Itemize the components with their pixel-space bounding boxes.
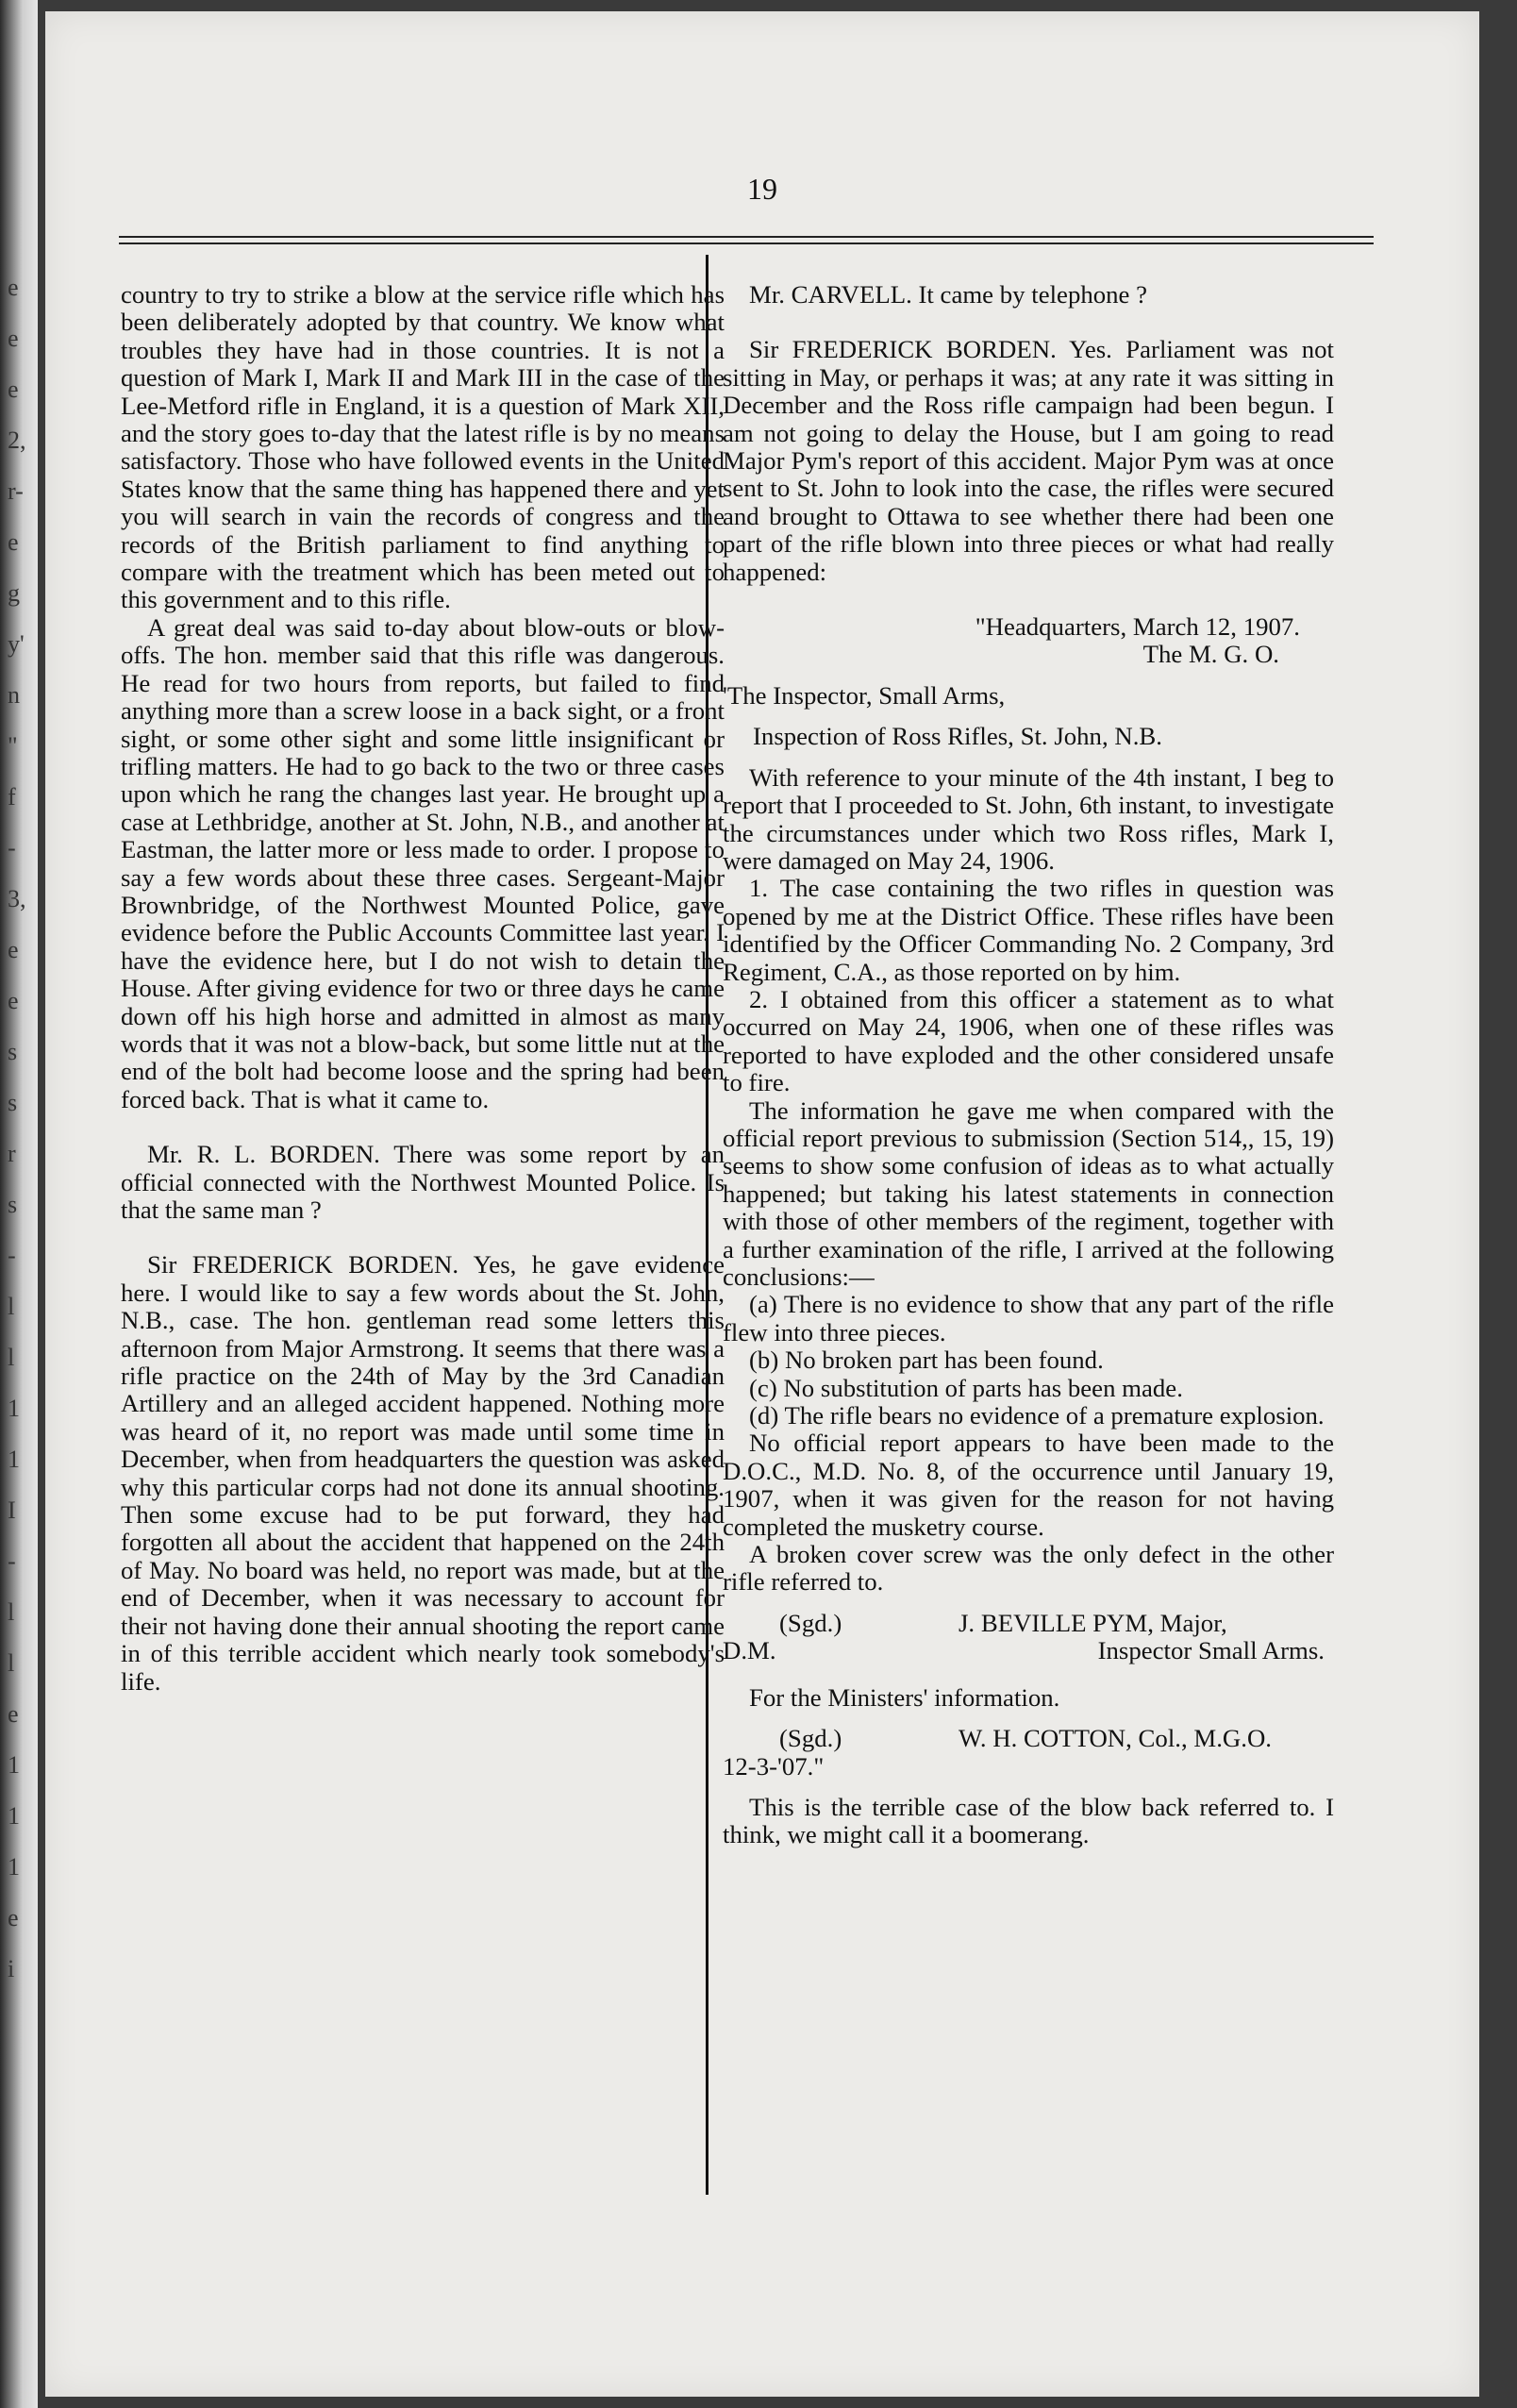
margin-letter: 1 bbox=[8, 1395, 20, 1422]
margin-letter: l bbox=[8, 1293, 15, 1320]
signature-cotton bbox=[723, 1725, 1334, 1781]
margin-letter: r- bbox=[8, 477, 24, 505]
margin-letter: e bbox=[8, 325, 19, 352]
signature-sgd: (Sgd.) bbox=[779, 1724, 842, 1753]
margin-letter: e bbox=[8, 274, 19, 301]
ministers-note: For the Ministers' information. bbox=[749, 1682, 1060, 1712]
conclusion-a: (a) There is no evidence to show that any part of the rifle flew into three pieces. bbox=[723, 1290, 1334, 1346]
paragraph-borden-reply: Sir FREDERICK BORDEN. Yes, he gave evidence here. I would like to say a few words about the St. John, N.B., case. The hon. gentleman read some letters this afternoon from Major Armstrong. It seems that there was a rifle practice on the 24th of May by the 3rd Canadian Artillery and an alleged accident happened. Nothing more was heard of it, no report was made until some time in December, when from headquarters the question was asked why this particular corps had not done its annual shooting. Then some excuse had to be put forward, they had forgotten all about the accident that happened on the 24th of May. No board was held, no report was made, but at the end of December, when it was necessary to account for their not having done their annual shooting the report came in of this terrible accident which nearly took somebody's life. bbox=[121, 1250, 725, 1696]
document-page bbox=[45, 11, 1479, 2397]
paragraph: A broken cover screw was the only defect in the other rifle referred to. bbox=[723, 1540, 1334, 1597]
margin-letter: - bbox=[8, 834, 16, 861]
margin-letter: e bbox=[8, 1700, 19, 1728]
margin-letter: 1 bbox=[8, 1751, 20, 1779]
right-column bbox=[723, 281, 1334, 1849]
signature-name: J. BEVILLE PYM, Major, bbox=[959, 1608, 1227, 1637]
letter-addressee: 'The Inspector, Small Arms, bbox=[723, 680, 1006, 710]
paragraph: With reference to your minute of the 4th instant, I beg to report that I proceeded to St. John, 6th instant, to investigate the circumstances under which two Ross rifles, Mark I, were damaged on May 24, 1906. bbox=[723, 762, 1334, 875]
margin-letter: s bbox=[8, 1089, 18, 1116]
paragraph: Sir FREDERICK BORDEN. Yes. Parliament was not sitting in May, or perhaps it was; at any rate it was sitting in December and the Ross rifle campaign had been begun. I am not going to delay the House, but I am going to read Major Pym's report of this accident. Major Pym was at once sent to St. John to look into the case, the rifles were secured and brought to Ottawa to see whether there had been one part of the rifle blown into three pieces or what had really happened: bbox=[723, 335, 1334, 586]
margin-letter: s bbox=[8, 1191, 18, 1218]
margin-letter: 2, bbox=[8, 426, 26, 454]
conclusion-d: (d) The rifle bears no evidence of a premature explosion. bbox=[749, 1401, 1325, 1430]
margin-letter: l bbox=[8, 1344, 15, 1371]
margin-letter: f bbox=[8, 783, 16, 811]
margin-letter: e bbox=[8, 987, 19, 1014]
margin-letter: n bbox=[8, 681, 20, 709]
adjacent-page-edge bbox=[0, 0, 38, 2408]
signature-name: W. H. COTTON, Col., M.G.O. bbox=[959, 1724, 1273, 1753]
margin-letter: l bbox=[8, 1649, 15, 1677]
margin-letter: - bbox=[8, 1242, 16, 1269]
left-column bbox=[121, 281, 725, 1696]
signature-date: 12-3-'07." bbox=[723, 1751, 825, 1781]
signature-title: Inspector Small Arms. bbox=[1097, 1636, 1325, 1665]
paragraph: No official report appears to have been made to the D.O.C., M.D. No. 8, of the occurrence until January 19, 1907, when it was given for the reason for not having completed the musketry course. bbox=[723, 1429, 1334, 1541]
conclusion-b: (b) No broken part has been found. bbox=[749, 1346, 1104, 1375]
margin-letter: " bbox=[8, 732, 18, 760]
margin-letter: y' bbox=[8, 630, 25, 658]
margin-letter: g bbox=[8, 579, 20, 607]
margin-letter: I bbox=[8, 1497, 16, 1524]
letter-heading: "Headquarters, March 12, 1907. bbox=[975, 612, 1300, 642]
paragraph-borden-question: Mr. R. L. BORDEN. There was some report by an official connected with the Northwest Mounted Police. Is that the same man ? bbox=[121, 1140, 725, 1224]
letter-recipient-mgo: The M. G. O. bbox=[1142, 640, 1279, 669]
margin-letter: e bbox=[8, 1904, 19, 1931]
margin-letter: 3, bbox=[8, 885, 26, 912]
header-rule-bottom bbox=[119, 242, 1374, 244]
conclusion-c: (c) No substitution of parts has been made. bbox=[749, 1373, 1183, 1402]
signature-sgd: (Sgd.) bbox=[779, 1608, 842, 1637]
margin-letter: e bbox=[8, 528, 19, 556]
paragraph: The information he gave me when compared with the official report previous to submission (Section 514,, 15, 19) seems to show some confusion of ideas as to what actually happened; but taking his latest statements in connection with those of other members of the regiment, together with a further examination of the rifle, I arrived at the following conclusions:— bbox=[723, 1095, 1334, 1291]
margin-letter: 1 bbox=[8, 1853, 20, 1881]
signature-dm: D.M. bbox=[723, 1636, 776, 1665]
paragraph: A great deal was said to-day about blow-outs or blow-offs. The hon. member said that this rifle was dangerous. He read for two hours from reports, but failed to find anything more than a screw loose in a back sight, or a front sight, or some other sight and some little insignificant or trifling matters. He had to go back to the two or three cases upon which he rang the changes last year. He brought up a case at Lethbridge, another at St. John, N.B., and another at Eastman, the latter more or less made to order. I propose to say a few words about these three cases. Sergeant-Major Brownbridge, of the Northwest Mounted Police, gave evidence before the Public Accounts Committee last year. I have the evidence here, but I do not wish to detain the House. After giving evidence for two or three days he came down off his high horse and admitted in almost as many words that it was not a blow-back, but some little nut at the end of the bolt had become loose and the spring had been forced back. That is what it came to. bbox=[121, 612, 725, 1113]
margin-letter: i bbox=[8, 1955, 15, 1982]
paragraph: 2. I obtained from this officer a statement as to what occurred on May 24, 1906, when one of these rifles was reported to have exploded and the other considered unsafe to fire. bbox=[723, 984, 1334, 1097]
paragraph-carvell: Mr. CARVELL. It came by telephone ? bbox=[749, 280, 1148, 309]
paragraph-closing: This is the terrible case of the blow back referred to. I think, we might call it a boomerang. bbox=[723, 1792, 1334, 1849]
margin-letter: 1 bbox=[8, 1446, 20, 1473]
paragraph: country to try to strike a blow at the service rifle which has been deliberately adopted by that country. We know what troubles they have had in those countries. It is not a question of Mark I, Mark II and Mark III in the case of the Lee-Metford rifle in England, it is a question of Mark XII, and the story goes to-day that the latest rifle is by no means satisfactory. Those who have followed events in the United States know that the same thing has happened there and yet you will search in vain the records of congress and the records of the British parliament to find anything to compare with the treatment which has been meted out to this government and to this rifle. bbox=[121, 280, 725, 614]
margin-letter: 1 bbox=[8, 1802, 20, 1830]
margin-letter: - bbox=[8, 1547, 16, 1575]
margin-letter: e bbox=[8, 936, 19, 963]
margin-letter: l bbox=[8, 1598, 15, 1626]
letter-addressee-line2: Inspection of Ross Rifles, St. John, N.B. bbox=[753, 722, 1162, 751]
signature-pym bbox=[723, 1610, 1334, 1665]
header-rule-top bbox=[119, 236, 1374, 238]
margin-letter: s bbox=[8, 1038, 18, 1065]
margin-letter: e bbox=[8, 376, 19, 403]
page-number: 19 bbox=[747, 172, 777, 206]
margin-letter: r bbox=[8, 1140, 16, 1167]
paragraph: 1. The case containing the two rifles in question was opened by me at the District Office. These rifles have been identified by the Officer Commanding No. 2 Company, 3rd Regiment, C.A., as those reported on by him. bbox=[723, 874, 1334, 986]
